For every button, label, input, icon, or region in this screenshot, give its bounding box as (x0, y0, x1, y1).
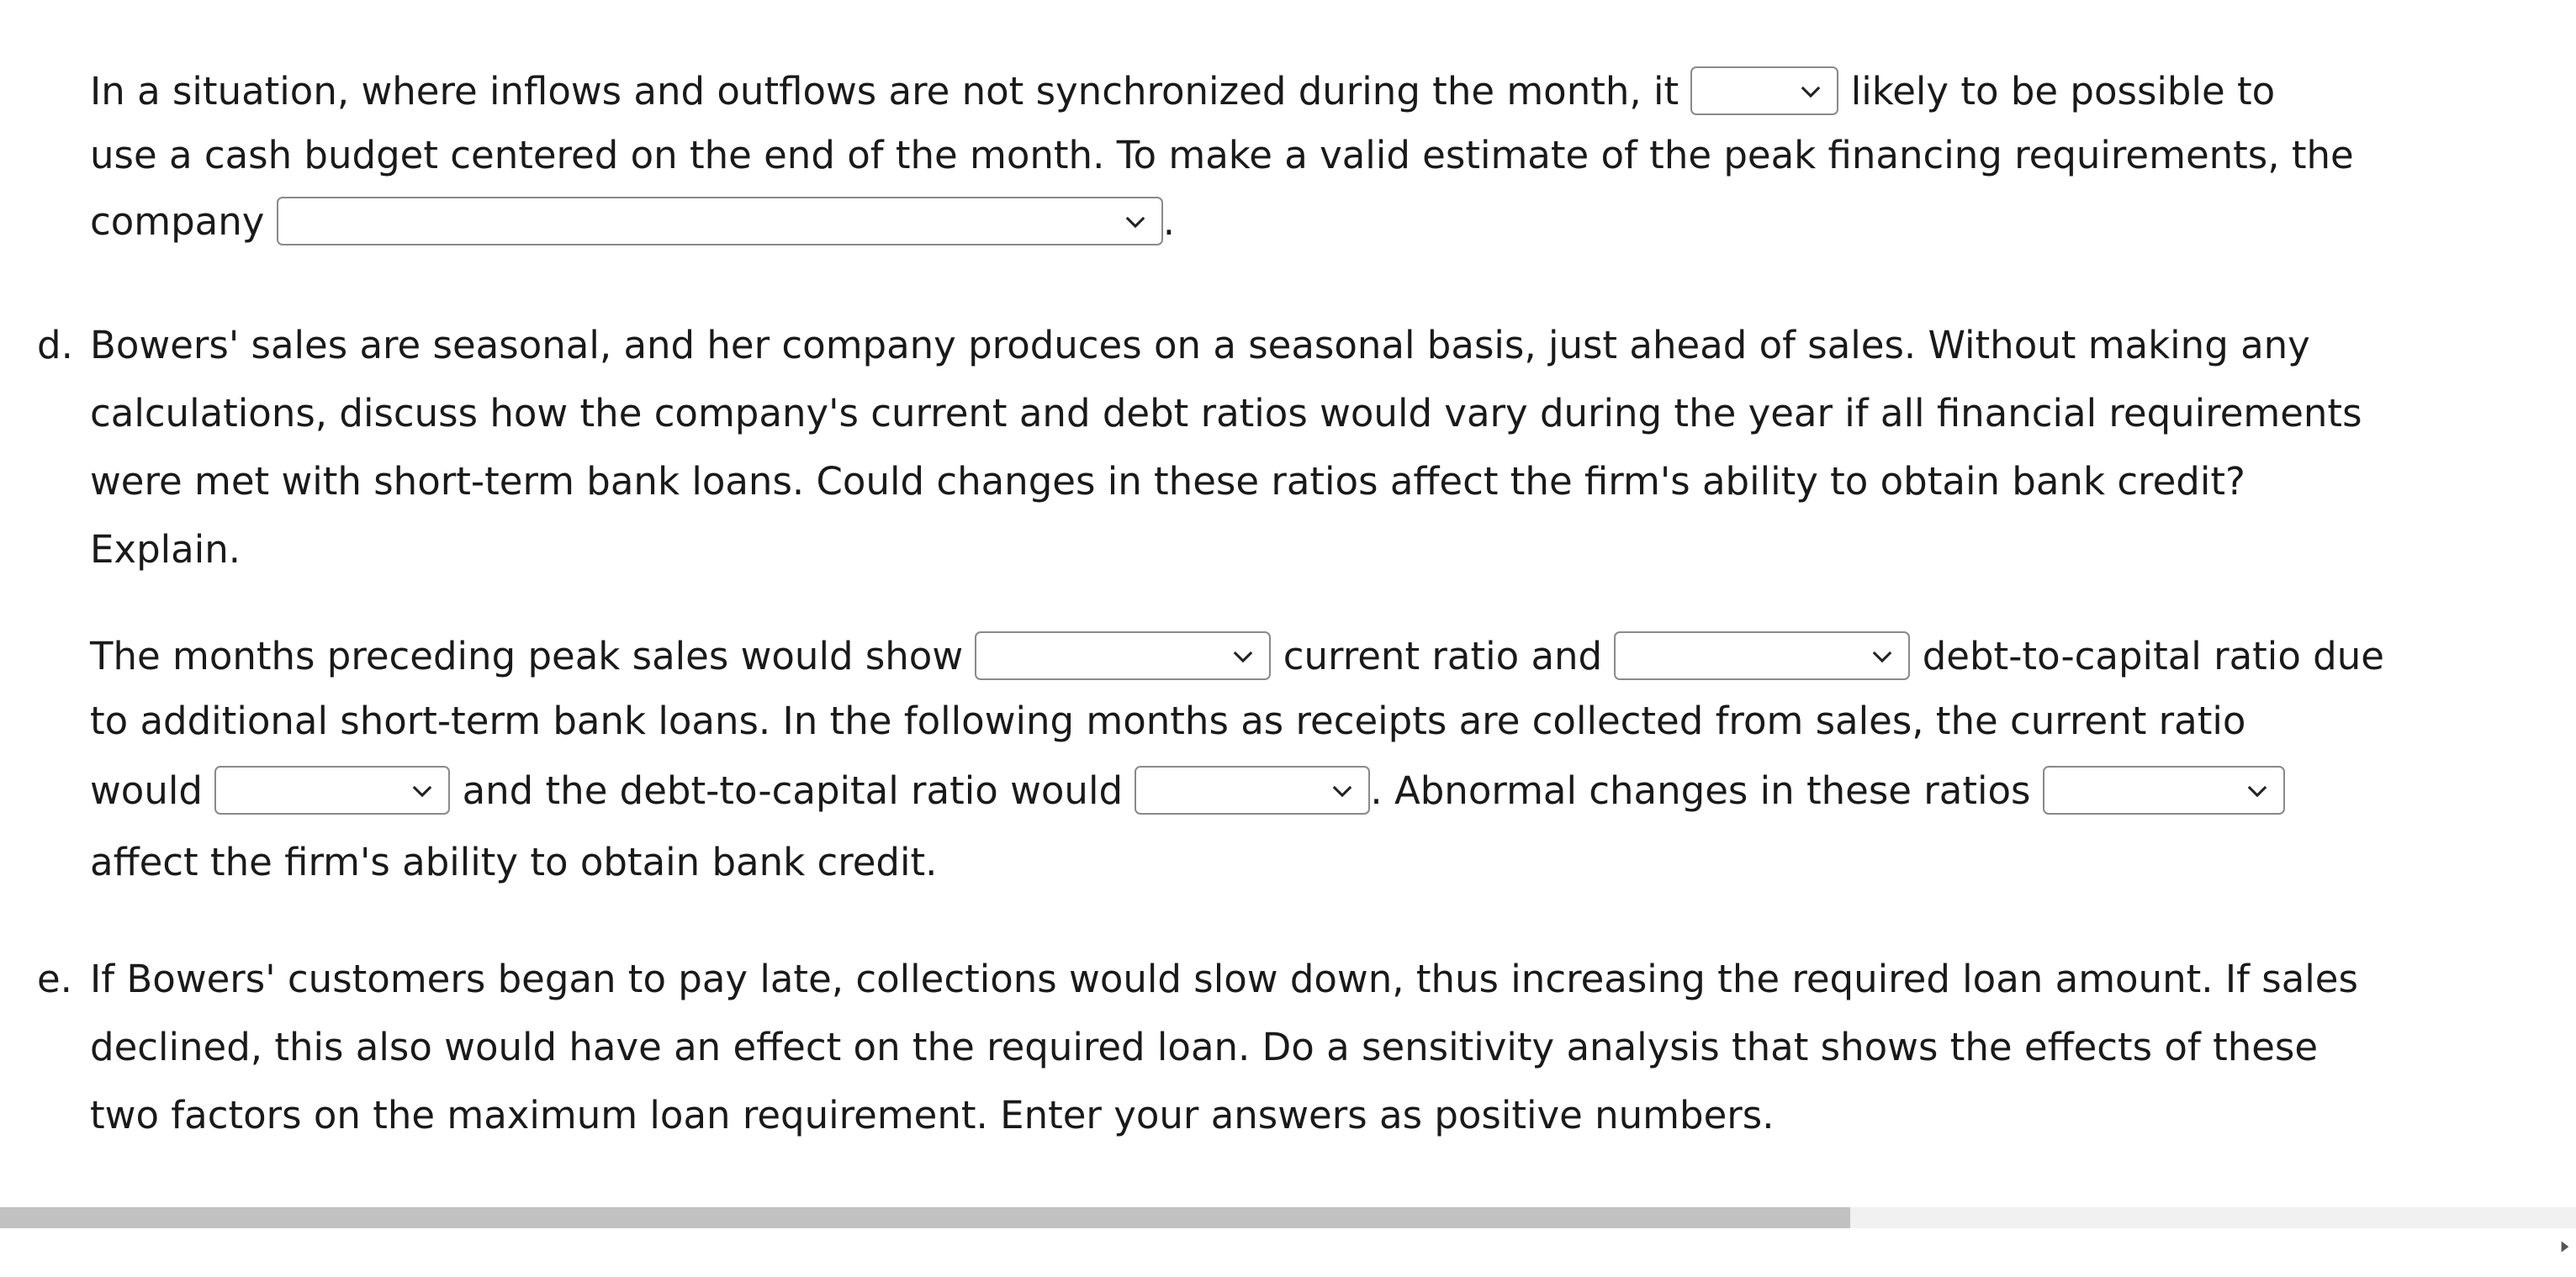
answer-line-1 (90, 622, 2576, 690)
text: The months preceding peak sales would show (90, 634, 964, 678)
select-debt-ratio-following[interactable] (1135, 766, 1370, 815)
section-c-line-2 (90, 121, 2576, 189)
text: would (90, 768, 203, 813)
section-d-letter: d. (37, 323, 73, 367)
select-abnormal-changes[interactable] (2043, 766, 2285, 815)
select-debt-ratio-preceding[interactable] (1614, 631, 1910, 680)
section-d-answer (0, 622, 2576, 896)
section-e-question-line: declined, this also would have an effect on the required loan. Do a sensitivity analysis that shows the effects of these (90, 1025, 2319, 1069)
chevron-down-icon (2243, 777, 2272, 805)
section-c-tail (0, 57, 2576, 256)
section-e-question-line: If Bowers' customers began to pay late, collections would slow down, thus increasing the required loan amount. If sales (90, 957, 2358, 1001)
text: In a situation, where inflows and outflows are not synchronized during the month, it (90, 69, 1679, 113)
select-likelihood[interactable] (1690, 66, 1838, 115)
section-d (0, 311, 2576, 583)
select-company-action[interactable] (277, 197, 1163, 245)
text: company (90, 199, 265, 244)
chevron-down-icon (1868, 642, 1896, 671)
text: . Abnormal changes in these ratios (1370, 768, 2031, 813)
section-d-question-line: calculations, discuss how the company's current and debt ratios would vary during the year if all financial requirements (90, 391, 2362, 435)
select-current-ratio-following[interactable] (214, 766, 450, 815)
text: use a cash budget centered on the end of the month. To make a valid estimate of the peak financing requirements, the (90, 133, 2354, 177)
section-d-question-line: Bowers' sales are seasonal, and her company produces on a seasonal basis, just ahead of sales. Without making any (90, 323, 2310, 367)
section-e-letter: e. (37, 957, 72, 1001)
chevron-down-icon (1796, 77, 1825, 106)
text: debt-to-capital ratio due (1922, 634, 2384, 678)
chevron-down-icon (1121, 208, 1150, 236)
section-c-line-3 (90, 187, 2576, 256)
chevron-down-icon (1328, 777, 1357, 805)
text: current ratio and (1283, 634, 1603, 678)
answer-line-3 (90, 757, 2576, 825)
caret-right-icon[interactable] (2556, 1209, 2574, 1227)
section-e (0, 945, 2576, 1149)
text: likely to be possible to (1850, 69, 2276, 113)
chevron-down-icon (1229, 642, 1257, 671)
text: and the debt-to-capital ratio would (462, 768, 1124, 813)
scrollbar-thumb[interactable] (0, 1207, 1850, 1228)
answer-line-2: to additional short-term bank loans. In the following months as receipts are collected from sales, the current ratio (90, 699, 2246, 743)
horizontal-scrollbar[interactable] (0, 1207, 2576, 1228)
section-c-line-1 (90, 57, 2576, 125)
section-e-question-line: two factors on the maximum loan requirement. Enter your answers as positive numbers. (90, 1093, 1775, 1137)
section-d-question-line: Explain. (90, 527, 241, 572)
answer-line-4: affect the firm's ability to obtain bank credit. (90, 840, 938, 884)
section-d-question-line: were met with short-term bank loans. Could changes in these ratios affect the firm's ability to obtain bank credit? (90, 459, 2245, 504)
chevron-down-icon (408, 777, 436, 805)
text: . (1162, 199, 1176, 244)
select-current-ratio-preceding[interactable] (975, 631, 1271, 680)
